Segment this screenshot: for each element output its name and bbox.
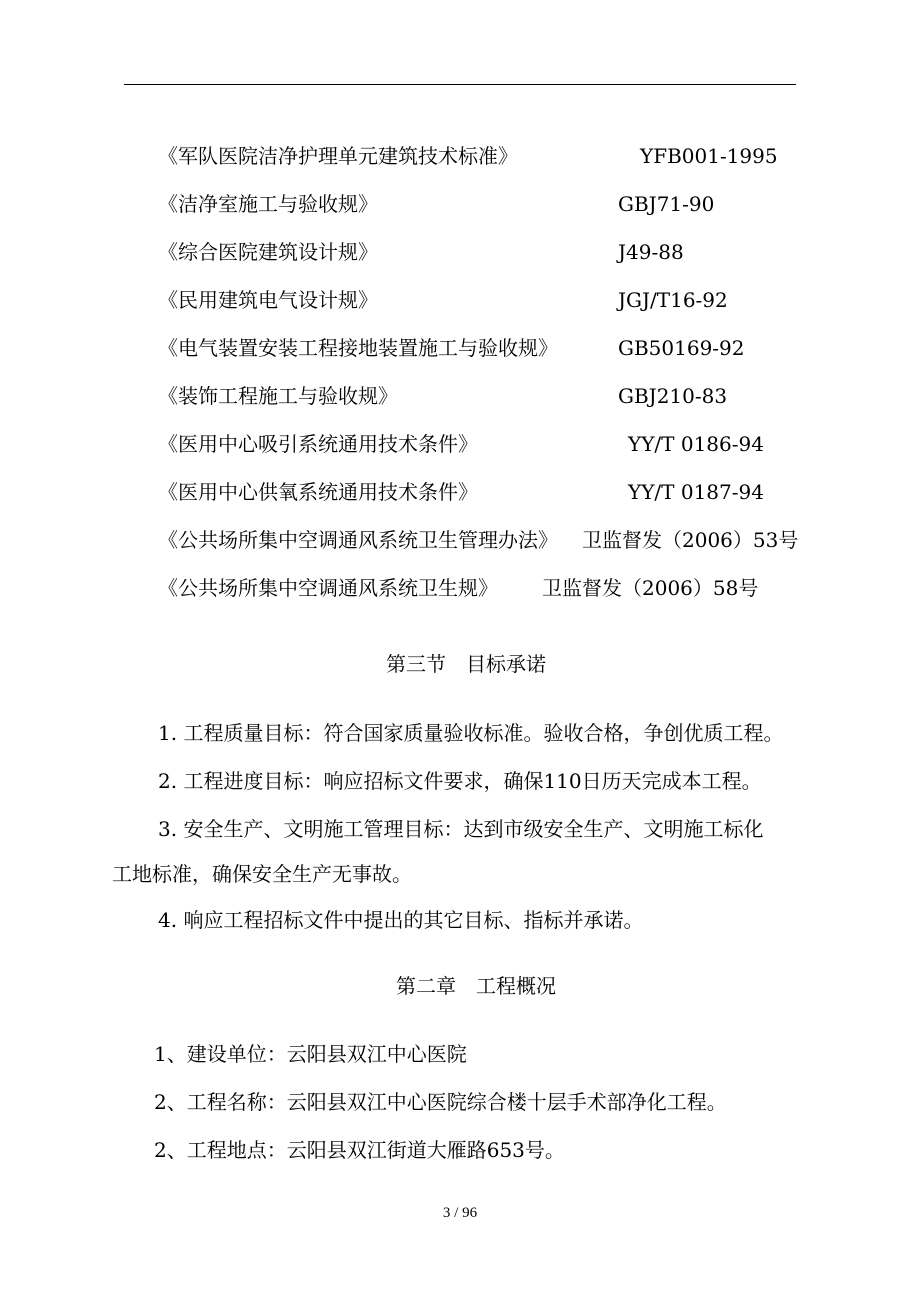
paragraph: 4. 响应工程招标文件中提出的其它目标、指标并承诺。 [158, 908, 644, 932]
paragraph: 2、工程名称：云阳县双江中心医院综合楼十层手术部净化工程。 [154, 1090, 727, 1114]
paragraph: 2、工程地点：云阳县双江街道大雁路653号。 [154, 1138, 565, 1162]
standard-code: YFB001-1995 [640, 144, 778, 168]
standard-code: YY/T 0187-94 [628, 480, 764, 504]
standard-row [158, 286, 728, 314]
paragraph: 工地标准，确保安全生产无事故。 [112, 862, 412, 886]
standard-row [158, 382, 728, 410]
standard-row [158, 190, 715, 218]
standard-row [158, 334, 745, 362]
standard-code: GBJ210-83 [618, 384, 728, 408]
standard-row [158, 430, 764, 458]
standard-title: 《综合医院建筑设计规》 [158, 240, 378, 264]
standard-row [158, 142, 778, 170]
standard-row [158, 478, 764, 506]
section-heading: 第三节 目标承诺 [386, 652, 546, 676]
standard-title: 《公共场所集中空调通风系统卫生管理办法》 [158, 528, 558, 552]
standard-title: 《医用中心吸引系统通用技术条件》 [158, 432, 478, 456]
standard-code: JGJ/T16-92 [618, 288, 728, 312]
standard-code: YY/T 0186-94 [628, 432, 764, 456]
standard-title: 《公共场所集中空调通风系统卫生规》 [158, 576, 498, 600]
standard-title: 《装饰工程施工与验收规》 [158, 384, 398, 408]
standard-row [158, 238, 684, 266]
paragraph: 3. 安全生产、文明施工管理目标：达到市级安全生产、文明施工标化 [158, 817, 764, 841]
standard-title: 《洁净室施工与验收规》 [158, 192, 378, 216]
page-number: 3 / 96 [442, 1205, 478, 1221]
standard-title: 《民用建筑电气设计规》 [158, 288, 378, 312]
standard-row [158, 526, 799, 554]
header-rule [124, 84, 796, 85]
chapter-heading: 第二章 工程概况 [396, 974, 556, 998]
standard-code: 卫监督发（2006）58号 [542, 576, 759, 600]
paragraph: 1、建设单位：云阳县双江中心医院 [154, 1042, 467, 1066]
standard-title: 《医用中心供氧系统通用技术条件》 [158, 480, 478, 504]
standard-code: GB50169-92 [618, 336, 745, 360]
standard-code: 卫监督发（2006）53号 [582, 528, 799, 552]
paragraph: 2. 工程进度目标：响应招标文件要求，确保110日历天完成本工程。 [158, 769, 762, 793]
paragraph: 1. 工程质量目标：符合国家质量验收标准。验收合格，争创优质工程。 [158, 721, 784, 745]
standard-code: GBJ71-90 [618, 192, 715, 216]
standard-code: J49-88 [618, 240, 684, 264]
standard-title: 《军队医院洁净护理单元建筑技术标准》 [158, 144, 518, 168]
standard-row [158, 574, 759, 602]
standard-title: 《电气装置安装工程接地装置施工与验收规》 [158, 336, 558, 360]
